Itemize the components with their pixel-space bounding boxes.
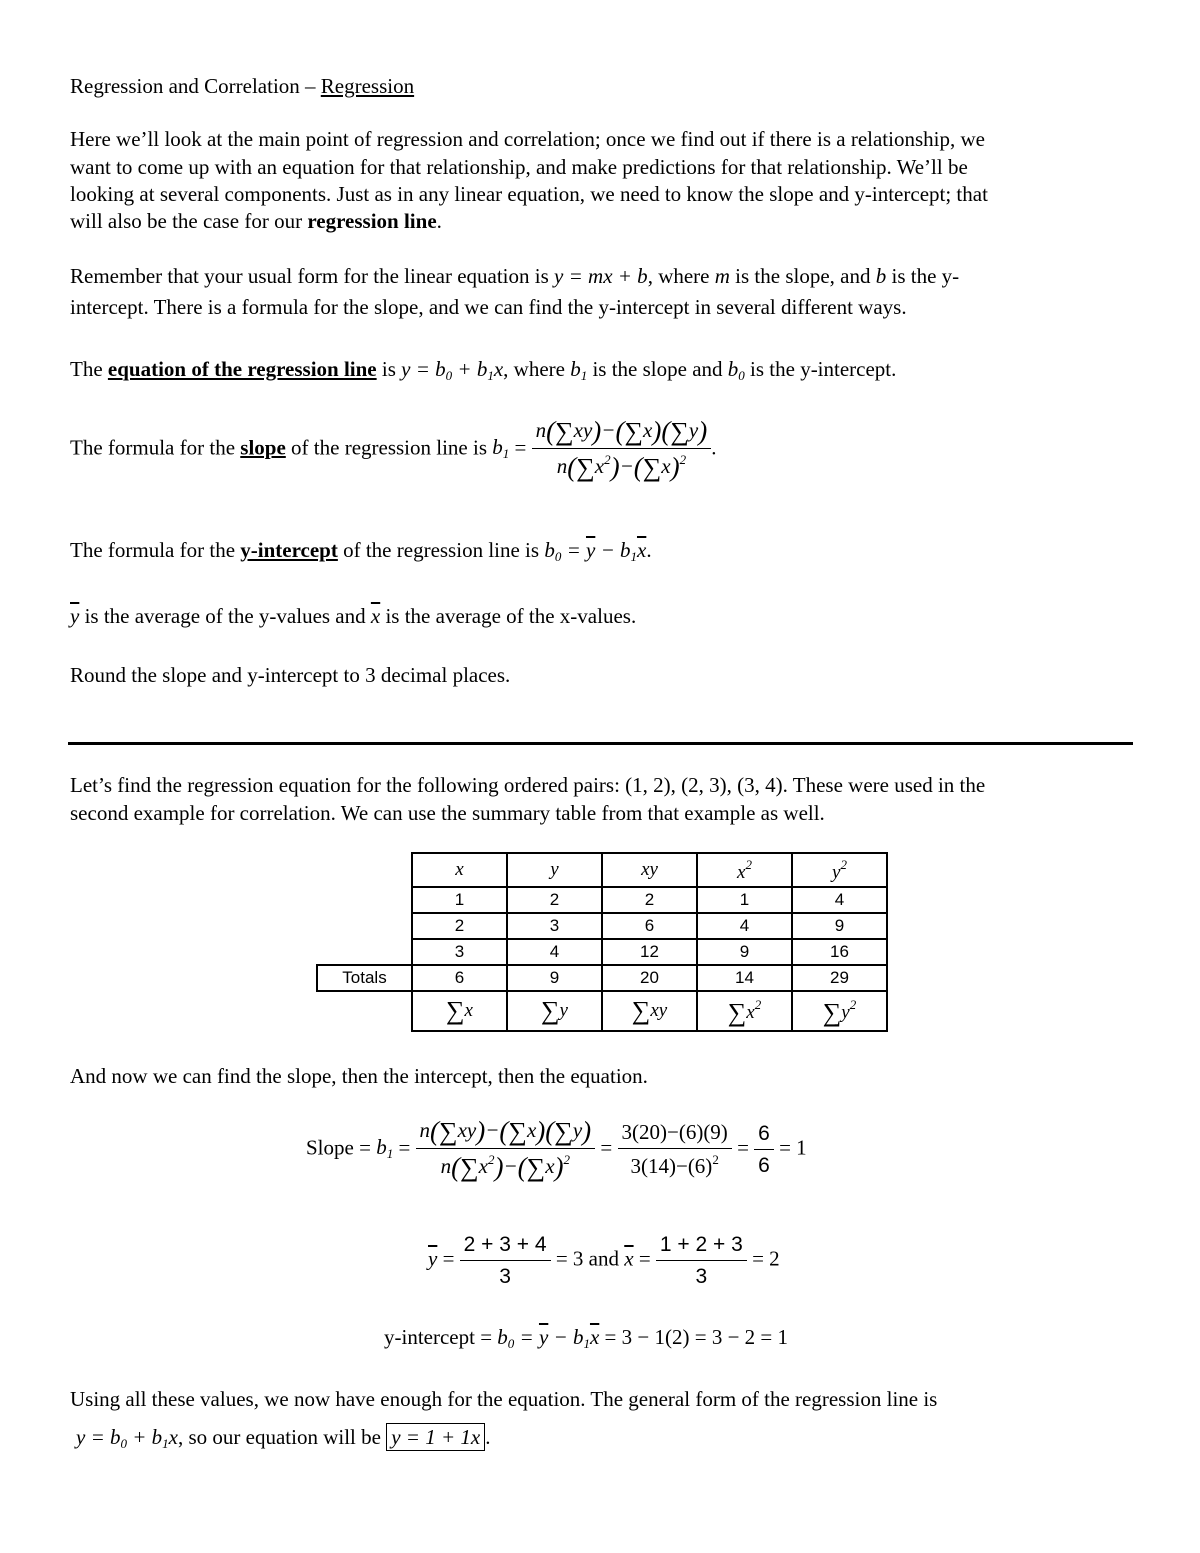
title-underlined: Regression [320, 74, 415, 98]
next-step-text: And now we can find the slope, then the intercept, then the equation. [70, 1064, 648, 1088]
col-header-x: x [412, 853, 507, 887]
means-calculation: $\overline{y}$ = $\frac{2 + 3 + 4}{3}$ = 3 and $\overline{x}$ = $\frac{1 + 2 + 3}{3}$ = 2 [428, 1233, 780, 1289]
intro-line-1: Here we’ll look at the main point of regression and correlation; once we find out if there is a relationship, we [70, 127, 985, 151]
page-title: Regression and Correlation – Regression [70, 74, 415, 98]
slope-term: slope [240, 435, 286, 460]
col-header-xy: xy [602, 853, 697, 887]
slope-formula-line: The formula for the slope of the regression line is $b_1$ = $\frac{n(\sum xy)-(\sum x)(\sum y)}{n(\sum x^2)-(\sum x)^2}$ . [70, 416, 717, 482]
equation-definition: The equation of the regression line is $y = b_0 + b_1x$, where $b_1$ is the slope and $b_0$ is the y-intercept. [70, 357, 897, 383]
intro-line-2: want to come up with an equation for that relationship, and make predictions for that relationship. We’ll be [70, 155, 968, 179]
section-divider [68, 742, 1133, 745]
slope-formula: $\frac{n(\sum xy)-(\sum x)(\sum y)}{n(\sum x^2)-(\sum x)^2}$ [532, 418, 712, 481]
totals-row: Totals 6 9 20 14 29 [317, 965, 887, 991]
intercept-calculation: y-intercept = $b_0 = \overline{y} - b_1\overline{x} = 3 - 1(2) = 3 - 2 = 1$ [384, 1325, 788, 1351]
x-bar: $\overline{x}$ [370, 604, 381, 628]
equation-term: equation of the regression line [107, 357, 377, 381]
remember-line-2: intercept. There is a formula for the slope, and we can find the y-intercept in several different ways. [70, 295, 907, 319]
y-intercept-term: y-intercept [240, 538, 338, 562]
col-header-x2: $x^2$ [697, 853, 792, 887]
regression-line-term: regression line [307, 209, 437, 233]
intro-line-3: looking at several components. Just as in any linear equation, we need to know the slope and y-intercept; that [70, 182, 988, 206]
remember-line-1: Remember that your usual form for the linear equation is y = mx + b, where m is the slope, and b is the y- [70, 264, 960, 288]
example-line-2: second example for correlation. We can use the summary table from that example as well. [70, 801, 825, 825]
summary-table [316, 852, 888, 1032]
intercept-formula-line: The formula for the y-intercept of the regression line is $b_0 = \overline{y} - b_1\overline{x}$. [70, 538, 652, 564]
table-row: 2 3 6 4 9 [317, 913, 887, 939]
sigma-row: ∑x ∑y ∑xy $\sum x^2$ $\sum y^2$ [317, 991, 887, 1031]
col-header-y2: $y^2$ [792, 853, 887, 887]
averages-line: $\overline{y}$ is the average of the y-values and $\overline{x}$ is the average of the x-values. [70, 604, 637, 628]
intro-line-4: will also be the case for our regression line. [70, 209, 442, 233]
final-equation: y = 1 + 1x [386, 1423, 485, 1451]
conclusion-line-1: Using all these values, we now have enough for the equation. The general form of the regression line is [70, 1387, 938, 1411]
totals-label: Totals [317, 965, 412, 991]
conclusion-line-2: $y = b_0 + b_1x$, so our equation will be y = 1 + 1x . [76, 1425, 491, 1451]
linear-equation: y = mx + b [554, 264, 648, 288]
col-header-y: y [507, 853, 602, 887]
table-row: 1 2 2 1 4 [317, 887, 887, 913]
rounding-note: Round the slope and y-intercept to 3 decimal places. [70, 663, 511, 687]
example-line-1: Let’s find the regression equation for the following ordered pairs: (1, 2), (2, 3), (3, 4). These were used in the [70, 773, 986, 797]
intercept-formula: $b_0 = \overline{y} - b_1\overline{x}$ [544, 538, 647, 564]
y-bar: $\overline{y}$ [70, 604, 80, 628]
table-row: 3 4 12 9 16 [317, 939, 887, 965]
regression-equation: $y = b_0 + b_1x$ [401, 357, 504, 383]
slope-calculation: Slope = $b_1$ = $\frac{n(\sum xy)-(\sum x)(\sum y)}{n(\sum x^2)-(\sum x)^2}$ = $\frac{3(20)-(6)(9)}{3(14)-(6)^2}$ = $\frac{6}{6}$ = 1 [306, 1116, 807, 1182]
